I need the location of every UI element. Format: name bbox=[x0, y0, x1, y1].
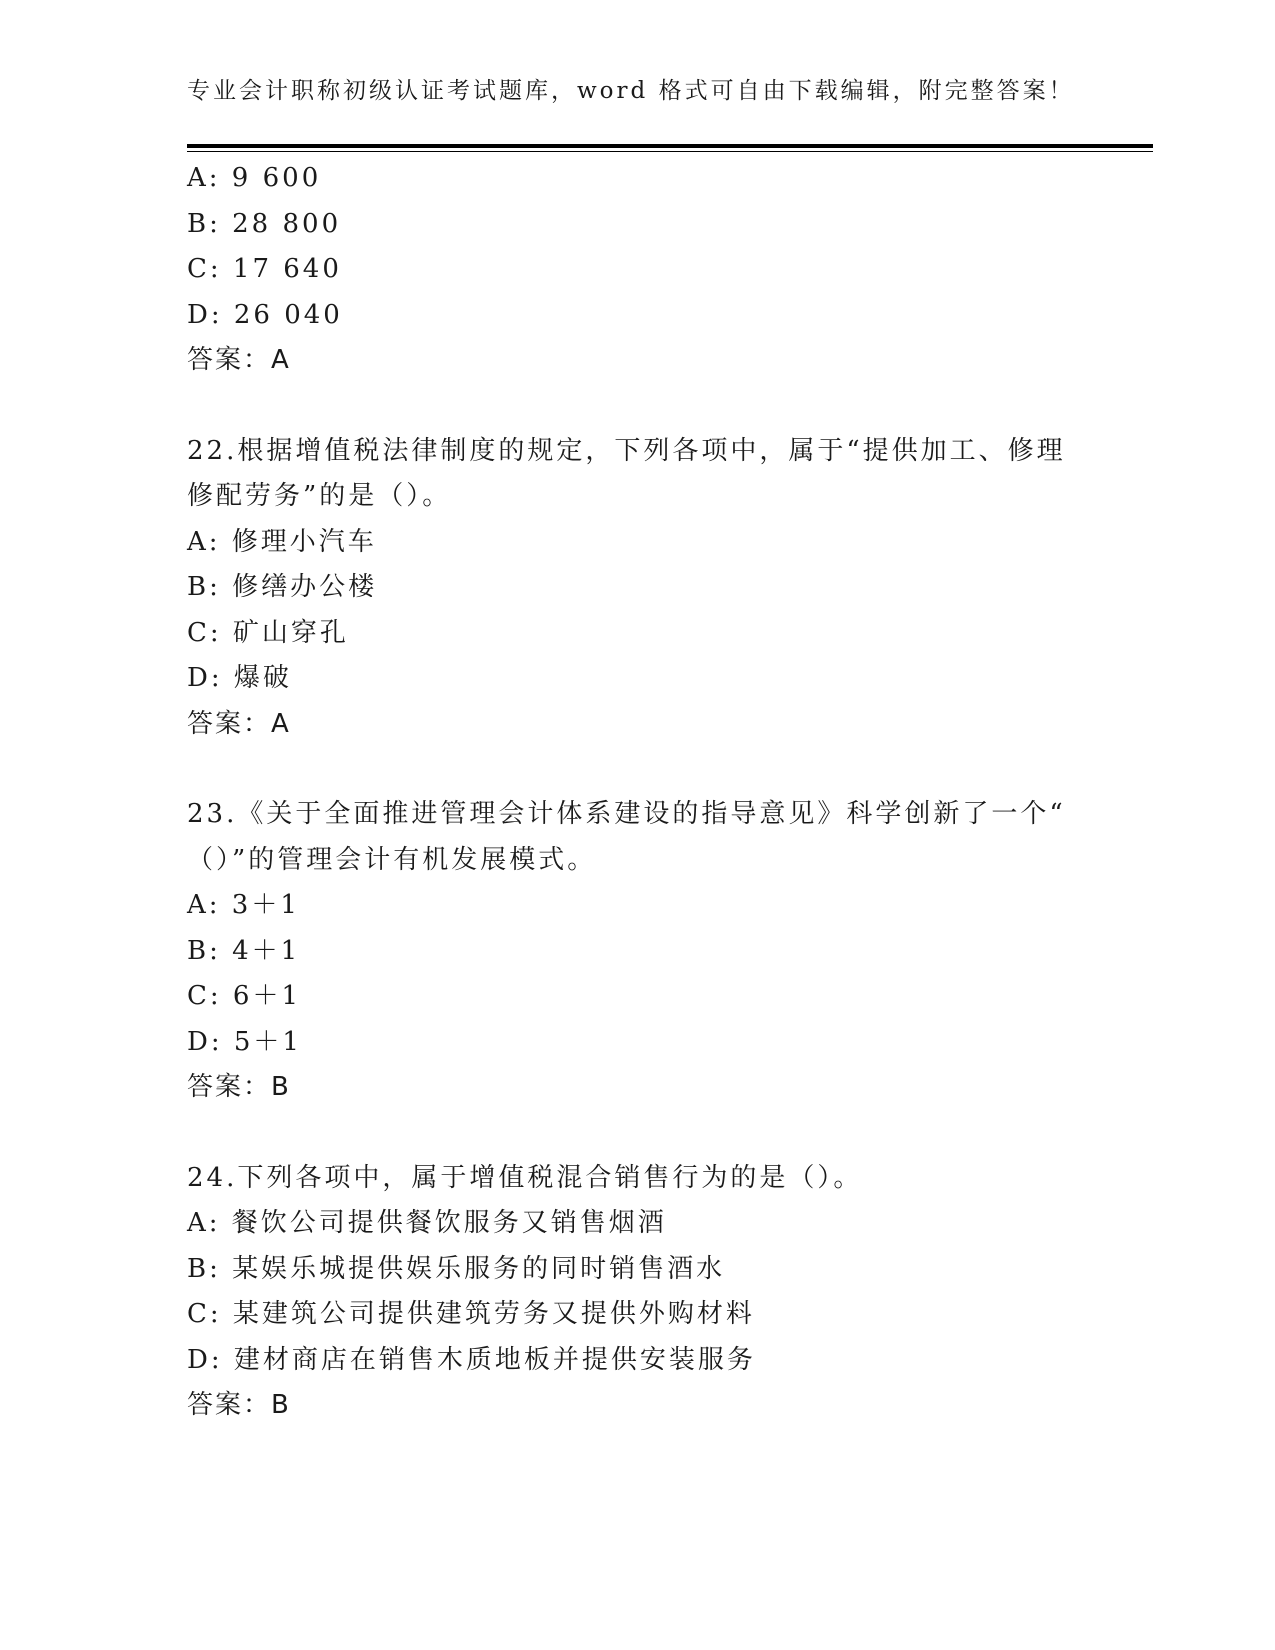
question-block-23 bbox=[187, 792, 1087, 1111]
question-block-22 bbox=[187, 429, 1087, 748]
option-d: D: 建材商店在销售木质地板并提供安装服务 bbox=[187, 1344, 756, 1375]
option-c: C: 17 640 bbox=[187, 254, 342, 284]
option-b: B: 28 800 bbox=[187, 208, 342, 239]
question-text-cont: 修配劳务”的是（）。 bbox=[187, 481, 452, 511]
page-header: 专业会计职称初级认证考试题库，word 格式可自由下载编辑，附完整答案！ bbox=[187, 78, 1075, 104]
question-text-cont: （）”的管理会计有机发展模式。 bbox=[187, 844, 597, 875]
question-text: 23.《关于全面推进管理会计体系建设的指导意见》科学创新了一个“ bbox=[187, 799, 1066, 829]
option-b: B: 某娱乐城提供娱乐服务的同时销售酒水 bbox=[187, 1253, 726, 1284]
header-rule-thin bbox=[187, 151, 1153, 152]
answer-line: 答案：B bbox=[187, 1072, 291, 1102]
prev-question-block bbox=[187, 156, 1087, 384]
option-a: A: 餐饮公司提供餐饮服务又销售烟酒 bbox=[187, 1208, 667, 1238]
option-a: A: 修理小汽车 bbox=[187, 526, 377, 557]
option-b: B: 4＋1 bbox=[187, 935, 301, 966]
option-c: C: 矿山穿孔 bbox=[187, 617, 349, 648]
option-a: A: 9 600 bbox=[187, 163, 322, 193]
answer-line: 答案：B bbox=[187, 1390, 291, 1420]
option-c: C: 某建筑公司提供建筑劳务又提供外购材料 bbox=[187, 1299, 755, 1329]
option-a: A: 3＋1 bbox=[187, 890, 300, 920]
content-area bbox=[187, 156, 1087, 1429]
option-b: B: 修缮办公楼 bbox=[187, 572, 378, 602]
option-d: D: 26 040 bbox=[187, 299, 343, 330]
header-rule-thick bbox=[187, 144, 1153, 148]
question-block-24 bbox=[187, 1156, 1087, 1429]
option-d: D: 5＋1 bbox=[187, 1026, 302, 1057]
question-text: 22.根据增值税法律制度的规定，下列各项中，属于“提供加工、修理 bbox=[187, 435, 1066, 466]
answer-line: 答案：A bbox=[187, 708, 291, 739]
answer-line: 答案：A bbox=[187, 345, 291, 375]
question-text: 24.下列各项中，属于增值税混合销售行为的是（）。 bbox=[187, 1162, 863, 1193]
option-c: C: 6＋1 bbox=[187, 981, 302, 1011]
option-d: D: 爆破 bbox=[187, 663, 292, 693]
